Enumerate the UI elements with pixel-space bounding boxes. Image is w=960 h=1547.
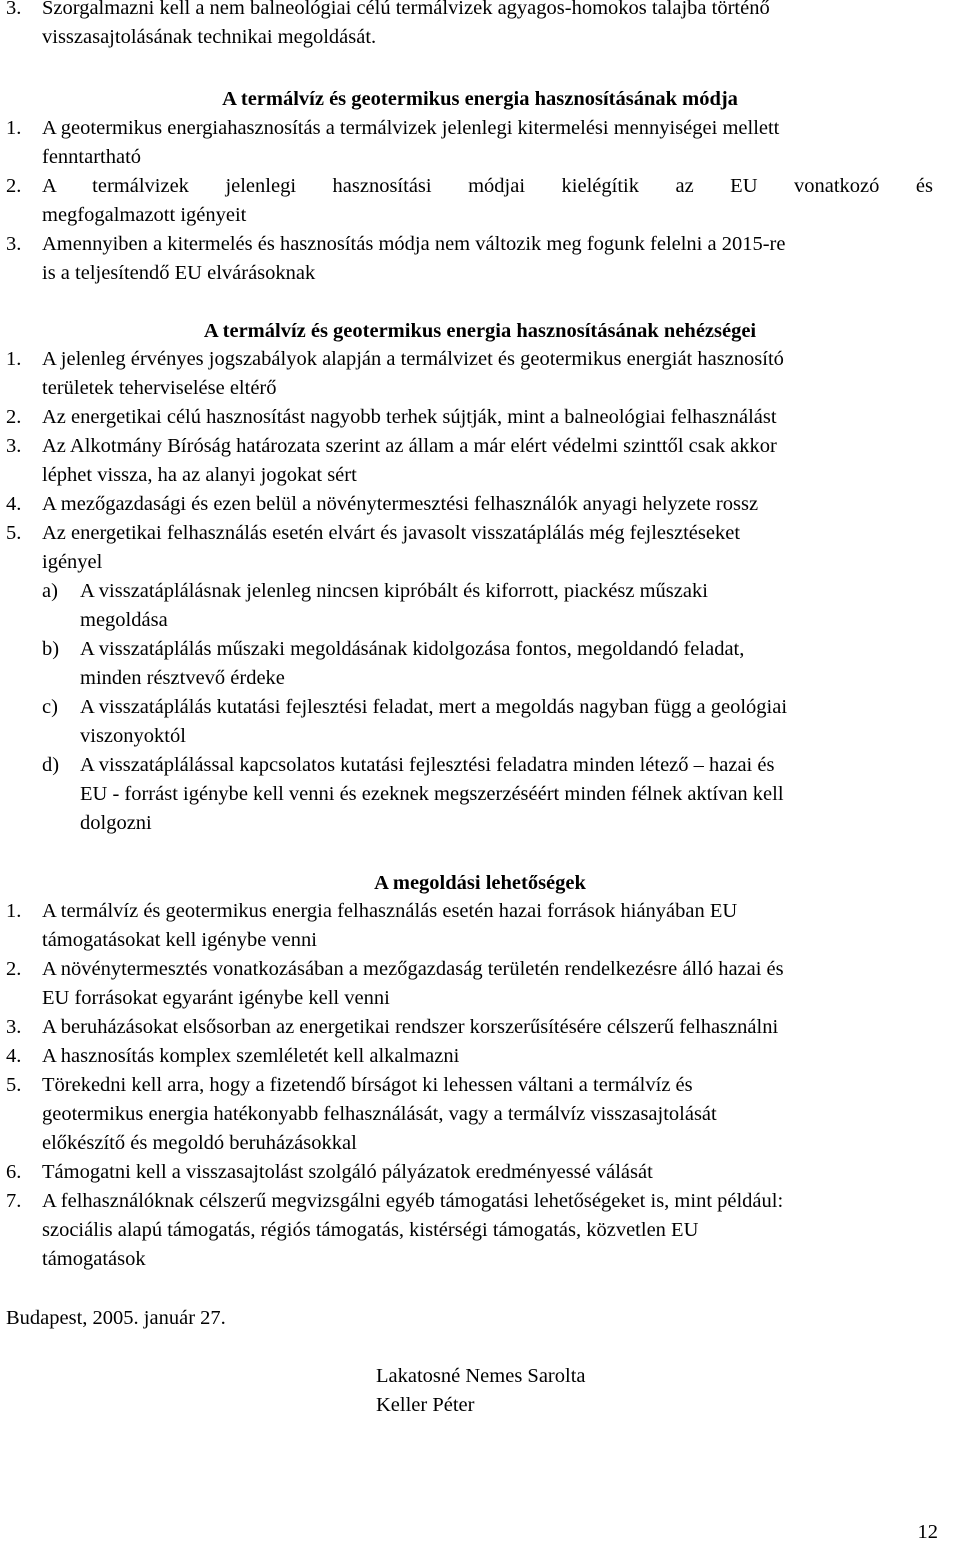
sub-item-text: megoldása bbox=[80, 609, 168, 631]
signer-name: Lakatosné Nemes Sarolta bbox=[376, 1365, 586, 1387]
item-text: A termálvíz és geotermikus energia felhasználás esetén hazai források hiányában EU bbox=[42, 900, 738, 922]
sub-item-text: viszonyoktól bbox=[80, 725, 186, 747]
item-text: A felhasználóknak célszerű megvizsgálni egyéb támogatási lehetőségeket is, mint például: bbox=[42, 1190, 784, 1212]
item-text: Az energetikai felhasználás esetén elvárt és javasolt visszatáplálás még fejlesztéseket bbox=[42, 522, 741, 544]
item-text: A hasznosítás komplex szemléletét kell alkalmazni bbox=[42, 1045, 460, 1067]
item-text: előkészítő és megoldó beruházásokkal bbox=[42, 1132, 357, 1154]
item-text: léphet vissza, ha az alanyi jogokat sért bbox=[42, 464, 357, 486]
item-text: A beruházásokat elsősorban az energetikai rendszer korszerűsítésére célszerű felhasználni bbox=[42, 1016, 779, 1038]
item-text: Az Alkotmány Bíróság határozata szerint az állam a már elért védelmi szinttől csak akkor bbox=[42, 435, 777, 457]
item-number: 4. bbox=[6, 493, 22, 515]
item-number: 2. bbox=[6, 958, 22, 980]
item-number: 4. bbox=[6, 1045, 22, 1067]
item-text: A geotermikus energiahasznosítás a termálvizek jelenlegi kitermelési mennyiségei mellett bbox=[42, 117, 780, 139]
item-text: Szorgalmazni kell a nem balneológiai célú termálvizek agyagos-homokos talajba történő bbox=[42, 0, 770, 19]
item-text: A növénytermesztés vonatkozásában a mezőgazdaság területén rendelkezésre álló hazai és bbox=[42, 958, 784, 980]
section-heading: A megoldási lehetőségek bbox=[374, 872, 586, 894]
sub-item-text: A visszatáplálással kapcsolatos kutatási fejlesztési feladatra minden létező – hazai és bbox=[80, 754, 775, 776]
item-number: 3. bbox=[6, 0, 22, 19]
item-text: Támogatni kell a visszasajtolást szolgáló pályázatok eredményessé válását bbox=[42, 1161, 653, 1183]
item-text: A mezőgazdasági és ezen belül a növénytermesztési felhasználók anyagi helyzete rossz bbox=[42, 493, 759, 515]
item-number: 5. bbox=[6, 1074, 22, 1096]
item-number: 3. bbox=[6, 1016, 22, 1038]
item-text: is a teljesítendő EU elvárásoknak bbox=[42, 262, 316, 284]
item-number: 2. bbox=[6, 406, 22, 428]
item-text: területek teherviselése eltérő bbox=[42, 377, 277, 399]
page-number: 12 bbox=[917, 1521, 938, 1543]
sub-item-text: EU - forrást igénybe kell venni és ezeknek megszerzéséért minden félnek aktívan kell bbox=[80, 783, 784, 805]
sub-item-label: c) bbox=[42, 696, 58, 718]
item-text: támogatások bbox=[42, 1248, 146, 1270]
item-number: 1. bbox=[6, 900, 22, 922]
sub-item-text: A visszatáplálás kutatási fejlesztési feladat, mert a megoldás nagyban függ a geológiai bbox=[80, 696, 788, 718]
signer-name: Keller Péter bbox=[376, 1394, 475, 1416]
item-text: igényel bbox=[42, 551, 103, 573]
sub-item-text: A visszatáplálás műszaki megoldásának kidolgozása fontos, megoldandó feladat, bbox=[80, 638, 745, 660]
item-number: 1. bbox=[6, 117, 22, 139]
item-text: Az energetikai célú hasznosítást nagyobb terhek sújtják, mint a balneológiai felhasználást bbox=[42, 406, 777, 428]
item-text: EU forrásokat egyaránt igénybe kell venni bbox=[42, 987, 390, 1009]
item-number: 2. bbox=[6, 175, 22, 197]
sub-item-label: a) bbox=[42, 580, 58, 602]
item-number: 6. bbox=[6, 1161, 22, 1183]
place-date: Budapest, 2005. január 27. bbox=[6, 1307, 226, 1329]
item-text: Törekedni kell arra, hogy a fizetendő bírságot ki lehessen váltani a termálvíz és bbox=[42, 1074, 693, 1096]
item-text: visszasajtolásának technikai megoldását. bbox=[42, 26, 377, 48]
item-number: 3. bbox=[6, 435, 22, 457]
sub-item-text: A visszatáplálásnak jelenleg nincsen kipróbált és kiforrott, piackész műszaki bbox=[80, 580, 708, 602]
sub-item-text: minden résztvevő érdeke bbox=[80, 667, 285, 689]
item-number: 3. bbox=[6, 233, 22, 255]
item-text: A jelenleg érvényes jogszabályok alapján a termálvizet és geotermikus energiát hasznosító bbox=[42, 348, 784, 370]
sub-item-label: b) bbox=[42, 638, 60, 660]
item-number: 7. bbox=[6, 1190, 22, 1212]
item-text: Amennyiben a kitermelés és hasznosítás módja nem változik meg fogunk felelni a 2015-re bbox=[42, 233, 786, 255]
item-text: geotermikus energia hatékonyabb felhasználását, vagy a termálvíz visszasajtolását bbox=[42, 1103, 717, 1125]
item-number: 1. bbox=[6, 348, 22, 370]
item-number: 5. bbox=[6, 522, 22, 544]
section-heading: A termálvíz és geotermikus energia hasznosításának nehézségei bbox=[203, 320, 757, 342]
item-text: A termálvizek jelenlegi hasznosítási módjai kielégítik az EU vonatkozó és bbox=[42, 175, 933, 197]
item-text: fenntartható bbox=[42, 146, 142, 168]
sub-item-label: d) bbox=[42, 754, 60, 776]
item-text: megfogalmazott igényeit bbox=[42, 204, 247, 226]
item-text: támogatásokat kell igénybe venni bbox=[42, 929, 317, 951]
sub-item-text: dolgozni bbox=[80, 812, 152, 834]
item-text: szociális alapú támogatás, régiós támogatás, kistérségi támogatás, közvetlen EU bbox=[42, 1219, 699, 1241]
section-heading: A termálvíz és geotermikus energia hasznosításának módja bbox=[222, 88, 738, 110]
